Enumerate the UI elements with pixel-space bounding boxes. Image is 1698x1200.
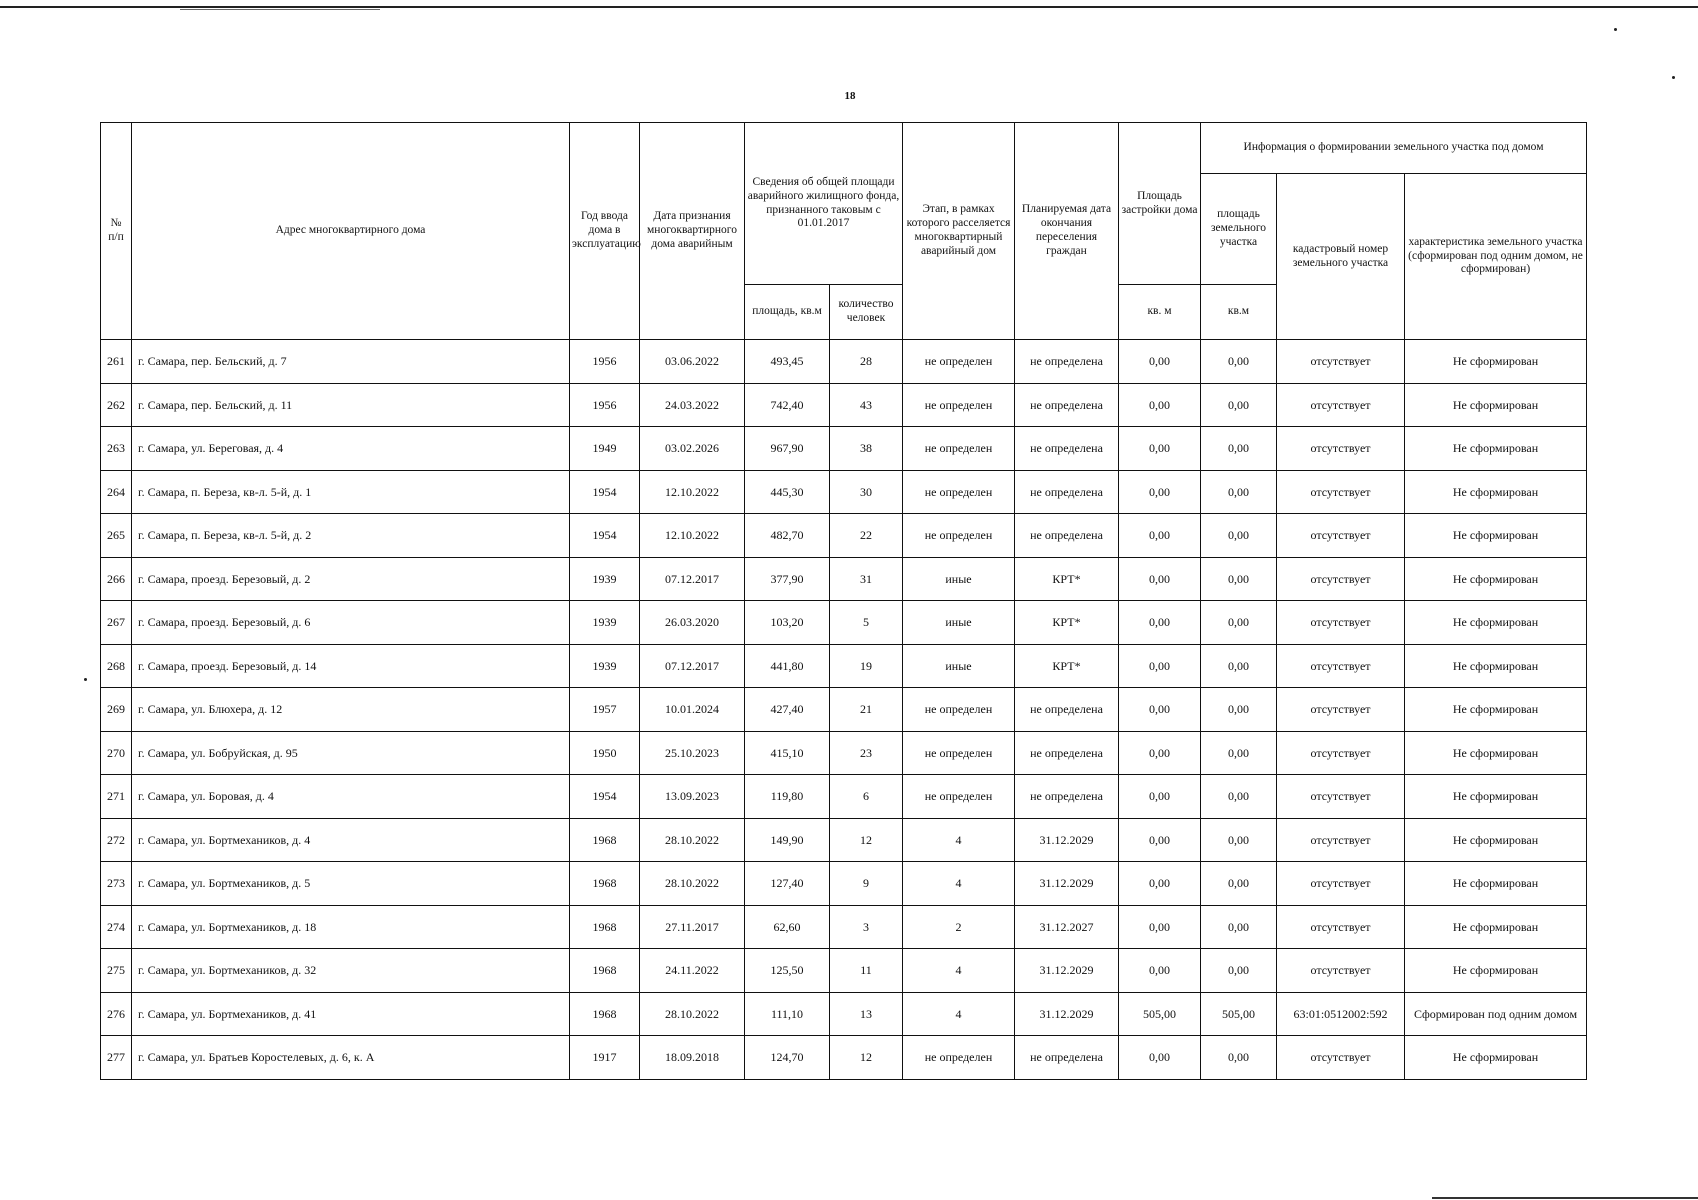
header-people: количество человек (830, 285, 903, 340)
cell-planned-date: не определена (1015, 688, 1119, 732)
cell-land-area: 0,00 (1201, 340, 1277, 384)
cell-num: 276 (101, 992, 132, 1036)
cell-people: 19 (830, 644, 903, 688)
cell-date: 03.02.2026 (640, 427, 745, 471)
cell-land-area: 0,00 (1201, 775, 1277, 819)
table-row (101, 340, 1587, 384)
cell-characteristic: Не сформирован (1405, 644, 1587, 688)
cell-people: 5 (830, 601, 903, 645)
cell-address: г. Самара, ул. Бобруйская, д. 95 (132, 731, 570, 775)
cell-year: 1939 (570, 601, 640, 645)
cell-year: 1954 (570, 470, 640, 514)
cell-address: г. Самара, ул. Бортмехаников, д. 5 (132, 862, 570, 906)
cell-characteristic: Не сформирован (1405, 905, 1587, 949)
cell-building-area: 0,00 (1119, 557, 1201, 601)
cell-land-area: 0,00 (1201, 688, 1277, 732)
cell-area: 427,40 (745, 688, 830, 732)
cell-building-area: 0,00 (1119, 1036, 1201, 1080)
cell-cadastral: отсутствует (1277, 557, 1405, 601)
cell-stage: не определен (903, 470, 1015, 514)
cell-area: 415,10 (745, 731, 830, 775)
cell-stage: не определен (903, 514, 1015, 558)
cell-planned-date: не определена (1015, 775, 1119, 819)
cell-cadastral: отсутствует (1277, 383, 1405, 427)
cell-stage: не определен (903, 383, 1015, 427)
table-row (101, 818, 1587, 862)
cell-stage: не определен (903, 731, 1015, 775)
header-planned-date: Планируемая дата окончания переселения граждан (1015, 123, 1119, 340)
cell-area: 127,40 (745, 862, 830, 906)
cell-characteristic: Не сформирован (1405, 688, 1587, 732)
cell-characteristic: Не сформирован (1405, 731, 1587, 775)
cell-num: 266 (101, 557, 132, 601)
table-row (101, 1036, 1587, 1080)
table-row (101, 427, 1587, 471)
cell-stage: 4 (903, 818, 1015, 862)
cell-num: 272 (101, 818, 132, 862)
cell-year: 1954 (570, 775, 640, 819)
cell-land-area: 505,00 (1201, 992, 1277, 1036)
table-row (101, 862, 1587, 906)
table-row (101, 601, 1587, 645)
cell-date: 25.10.2023 (640, 731, 745, 775)
cell-building-area: 0,00 (1119, 905, 1201, 949)
cell-cadastral: отсутствует (1277, 340, 1405, 384)
scan-speck (1614, 28, 1617, 31)
cell-year: 1950 (570, 731, 640, 775)
cell-building-area: 0,00 (1119, 644, 1201, 688)
cell-address: г. Самара, п. Береза, кв-л. 5-й, д. 2 (132, 514, 570, 558)
cell-people: 11 (830, 949, 903, 993)
table-row (101, 731, 1587, 775)
cell-people: 9 (830, 862, 903, 906)
cell-stage: не определен (903, 1036, 1015, 1080)
cell-cadastral: отсутствует (1277, 601, 1405, 645)
cell-year: 1917 (570, 1036, 640, 1080)
cell-characteristic: Сформирован под одним домом (1405, 992, 1587, 1036)
cell-year: 1968 (570, 992, 640, 1036)
cell-date: 24.03.2022 (640, 383, 745, 427)
cell-cadastral: отсутствует (1277, 1036, 1405, 1080)
cell-planned-date: не определена (1015, 427, 1119, 471)
cell-date: 28.10.2022 (640, 992, 745, 1036)
table-row (101, 949, 1587, 993)
header-characteristic: характеристика земельного участка (сформирован под одним домом, не сформирован) (1405, 174, 1587, 340)
cell-people: 30 (830, 470, 903, 514)
cell-num: 264 (101, 470, 132, 514)
cell-planned-date: КРТ* (1015, 644, 1119, 688)
cell-stage: иные (903, 644, 1015, 688)
table-row (101, 557, 1587, 601)
cell-stage: не определен (903, 427, 1015, 471)
cell-planned-date: КРТ* (1015, 557, 1119, 601)
cell-characteristic: Не сформирован (1405, 383, 1587, 427)
cell-year: 1968 (570, 905, 640, 949)
cell-characteristic: Не сформирован (1405, 601, 1587, 645)
cell-characteristic: Не сформирован (1405, 427, 1587, 471)
header-num: № п/п (101, 123, 132, 340)
cell-characteristic: Не сформирован (1405, 818, 1587, 862)
table-row (101, 470, 1587, 514)
cell-people: 31 (830, 557, 903, 601)
cell-address: г. Самара, ул. Бортмехаников, д. 18 (132, 905, 570, 949)
cell-land-area: 0,00 (1201, 514, 1277, 558)
cell-num: 269 (101, 688, 132, 732)
cell-planned-date: не определена (1015, 340, 1119, 384)
cell-date: 18.09.2018 (640, 1036, 745, 1080)
cell-land-area: 0,00 (1201, 949, 1277, 993)
cell-address: г. Самара, проезд. Березовый, д. 14 (132, 644, 570, 688)
cell-building-area: 0,00 (1119, 427, 1201, 471)
cell-characteristic: Не сформирован (1405, 340, 1587, 384)
header-building-area: Площадь застройки дома (1119, 123, 1201, 285)
cell-cadastral: отсутствует (1277, 818, 1405, 862)
cell-address: г. Самара, проезд. Березовый, д. 2 (132, 557, 570, 601)
cell-num: 267 (101, 601, 132, 645)
cell-date: 27.11.2017 (640, 905, 745, 949)
cell-characteristic: Не сформирован (1405, 775, 1587, 819)
cell-num: 277 (101, 1036, 132, 1080)
table-row (101, 905, 1587, 949)
header-cadastral: кадастровый номер земельного участка (1277, 174, 1405, 340)
cell-characteristic: Не сформирован (1405, 949, 1587, 993)
header-building-area-unit: кв. м (1119, 285, 1201, 340)
cell-land-area: 0,00 (1201, 1036, 1277, 1080)
cell-characteristic: Не сформирован (1405, 470, 1587, 514)
cell-cadastral: отсутствует (1277, 731, 1405, 775)
cell-planned-date: 31.12.2029 (1015, 818, 1119, 862)
cell-address: г. Самара, проезд. Березовый, д. 6 (132, 601, 570, 645)
cell-characteristic: Не сформирован (1405, 1036, 1587, 1080)
cell-building-area: 0,00 (1119, 731, 1201, 775)
cell-address: г. Самара, пер. Бельский, д. 7 (132, 340, 570, 384)
header-land-area-unit: кв.м (1201, 285, 1277, 340)
cell-year: 1939 (570, 644, 640, 688)
scan-speck (1672, 76, 1675, 79)
cell-characteristic: Не сформирован (1405, 557, 1587, 601)
header-date-emergency: Дата признания многоквартирного дома аварийным (640, 123, 745, 340)
table-row (101, 644, 1587, 688)
header-land-info: Информация о формировании земельного участка под домом (1201, 123, 1587, 174)
cell-planned-date: 31.12.2029 (1015, 949, 1119, 993)
cell-building-area: 0,00 (1119, 383, 1201, 427)
cell-stage: иные (903, 557, 1015, 601)
cell-address: г. Самара, ул. Бортмехаников, д. 32 (132, 949, 570, 993)
cell-area: 493,45 (745, 340, 830, 384)
cell-building-area: 0,00 (1119, 340, 1201, 384)
header-address: Адрес многоквартирного дома (132, 123, 570, 340)
cell-cadastral: отсутствует (1277, 644, 1405, 688)
cell-address: г. Самара, пер. Бельский, д. 11 (132, 383, 570, 427)
cell-date: 07.12.2017 (640, 557, 745, 601)
cell-num: 275 (101, 949, 132, 993)
cell-year: 1956 (570, 383, 640, 427)
cell-people: 23 (830, 731, 903, 775)
cell-area: 62,60 (745, 905, 830, 949)
scan-top-border (0, 6, 1698, 8)
cell-building-area: 0,00 (1119, 688, 1201, 732)
cell-planned-date: не определена (1015, 731, 1119, 775)
cell-area: 445,30 (745, 470, 830, 514)
cell-address: г. Самара, п. Береза, кв-л. 5-й, д. 1 (132, 470, 570, 514)
cell-stage: 2 (903, 905, 1015, 949)
cell-land-area: 0,00 (1201, 557, 1277, 601)
cell-characteristic: Не сформирован (1405, 862, 1587, 906)
cell-people: 12 (830, 1036, 903, 1080)
cell-cadastral: отсутствует (1277, 949, 1405, 993)
cell-address: г. Самара, ул. Береговая, д. 4 (132, 427, 570, 471)
cell-area: 482,70 (745, 514, 830, 558)
cell-land-area: 0,00 (1201, 470, 1277, 514)
cell-building-area: 0,00 (1119, 818, 1201, 862)
table-row (101, 383, 1587, 427)
header-stage: Этап, в рамках которого расселяется многоквартирный аварийный дом (903, 123, 1015, 340)
cell-num: 265 (101, 514, 132, 558)
cell-year: 1968 (570, 862, 640, 906)
cell-planned-date: КРТ* (1015, 601, 1119, 645)
scan-top-border-segment (180, 9, 380, 10)
cell-area: 111,10 (745, 992, 830, 1036)
cell-date: 12.10.2022 (640, 470, 745, 514)
cell-people: 28 (830, 340, 903, 384)
cell-year: 1957 (570, 688, 640, 732)
cell-address: г. Самара, ул. Бортмехаников, д. 4 (132, 818, 570, 862)
table-row (101, 775, 1587, 819)
cell-people: 22 (830, 514, 903, 558)
cell-cadastral: отсутствует (1277, 427, 1405, 471)
cell-date: 03.06.2022 (640, 340, 745, 384)
cell-year: 1949 (570, 427, 640, 471)
cell-date: 12.10.2022 (640, 514, 745, 558)
cell-cadastral: отсутствует (1277, 905, 1405, 949)
cell-area: 742,40 (745, 383, 830, 427)
page-number: 18 (844, 90, 856, 102)
header-area: площадь, кв.м (745, 285, 830, 340)
cell-stage: не определен (903, 340, 1015, 384)
cell-num: 268 (101, 644, 132, 688)
header-year: Год ввода дома в эксплуатацию (570, 123, 640, 340)
cell-land-area: 0,00 (1201, 383, 1277, 427)
cell-stage: иные (903, 601, 1015, 645)
cell-area: 119,80 (745, 775, 830, 819)
emergency-housing-table (100, 122, 1587, 1080)
cell-address: г. Самара, ул. Боровая, д. 4 (132, 775, 570, 819)
header-area-info: Сведения об общей площади аварийного жилищного фонда, признанного таковым с 01.01.2017 (745, 123, 903, 285)
cell-area: 441,80 (745, 644, 830, 688)
cell-area: 377,90 (745, 557, 830, 601)
cell-planned-date: не определена (1015, 1036, 1119, 1080)
cell-cadastral: отсутствует (1277, 862, 1405, 906)
cell-num: 263 (101, 427, 132, 471)
cell-land-area: 0,00 (1201, 905, 1277, 949)
cell-planned-date: не определена (1015, 470, 1119, 514)
cell-building-area: 0,00 (1119, 775, 1201, 819)
cell-building-area: 505,00 (1119, 992, 1201, 1036)
cell-characteristic: Не сформирован (1405, 514, 1587, 558)
cell-date: 10.01.2024 (640, 688, 745, 732)
cell-num: 262 (101, 383, 132, 427)
cell-num: 270 (101, 731, 132, 775)
cell-stage: 4 (903, 992, 1015, 1036)
cell-planned-date: 31.12.2029 (1015, 992, 1119, 1036)
cell-num: 271 (101, 775, 132, 819)
cell-year: 1954 (570, 514, 640, 558)
cell-people: 43 (830, 383, 903, 427)
cell-building-area: 0,00 (1119, 862, 1201, 906)
cell-building-area: 0,00 (1119, 601, 1201, 645)
table-row (101, 514, 1587, 558)
cell-land-area: 0,00 (1201, 862, 1277, 906)
cell-year: 1968 (570, 949, 640, 993)
cell-planned-date: не определена (1015, 383, 1119, 427)
cell-people: 12 (830, 818, 903, 862)
cell-year: 1956 (570, 340, 640, 384)
cell-stage: 4 (903, 949, 1015, 993)
cell-date: 07.12.2017 (640, 644, 745, 688)
cell-address: г. Самара, ул. Братьев Коростелевых, д. 6, к. А (132, 1036, 570, 1080)
cell-num: 261 (101, 340, 132, 384)
scan-bottom-border (1432, 1197, 1698, 1199)
table-row (101, 992, 1587, 1036)
cell-cadastral: отсутствует (1277, 470, 1405, 514)
cell-building-area: 0,00 (1119, 949, 1201, 993)
cell-area: 149,90 (745, 818, 830, 862)
cell-land-area: 0,00 (1201, 427, 1277, 471)
cell-stage: 4 (903, 862, 1015, 906)
cell-cadastral: отсутствует (1277, 688, 1405, 732)
cell-building-area: 0,00 (1119, 514, 1201, 558)
cell-land-area: 0,00 (1201, 601, 1277, 645)
cell-date: 26.03.2020 (640, 601, 745, 645)
cell-date: 28.10.2022 (640, 818, 745, 862)
cell-cadastral: отсутствует (1277, 775, 1405, 819)
cell-land-area: 0,00 (1201, 644, 1277, 688)
cell-year: 1968 (570, 818, 640, 862)
cell-land-area: 0,00 (1201, 818, 1277, 862)
cell-planned-date: не определена (1015, 514, 1119, 558)
cell-stage: не определен (903, 688, 1015, 732)
cell-people: 3 (830, 905, 903, 949)
cell-date: 28.10.2022 (640, 862, 745, 906)
cell-address: г. Самара, ул. Блюхера, д. 12 (132, 688, 570, 732)
cell-stage: не определен (903, 775, 1015, 819)
cell-planned-date: 31.12.2029 (1015, 862, 1119, 906)
table-row (101, 688, 1587, 732)
cell-people: 13 (830, 992, 903, 1036)
cell-date: 13.09.2023 (640, 775, 745, 819)
cell-land-area: 0,00 (1201, 731, 1277, 775)
cell-num: 273 (101, 862, 132, 906)
cell-people: 6 (830, 775, 903, 819)
cell-cadastral: отсутствует (1277, 514, 1405, 558)
cell-area: 125,50 (745, 949, 830, 993)
cell-address: г. Самара, ул. Бортмехаников, д. 41 (132, 992, 570, 1036)
cell-area: 967,90 (745, 427, 830, 471)
cell-people: 38 (830, 427, 903, 471)
cell-people: 21 (830, 688, 903, 732)
cell-num: 274 (101, 905, 132, 949)
cell-area: 103,20 (745, 601, 830, 645)
header-land-area: площадь земельного участка (1201, 174, 1277, 285)
cell-building-area: 0,00 (1119, 470, 1201, 514)
cell-area: 124,70 (745, 1036, 830, 1080)
table-body (101, 340, 1587, 1080)
cell-year: 1939 (570, 557, 640, 601)
cell-planned-date: 31.12.2027 (1015, 905, 1119, 949)
cell-cadastral: 63:01:0512002:592 (1277, 992, 1405, 1036)
scan-speck (84, 678, 87, 681)
cell-date: 24.11.2022 (640, 949, 745, 993)
